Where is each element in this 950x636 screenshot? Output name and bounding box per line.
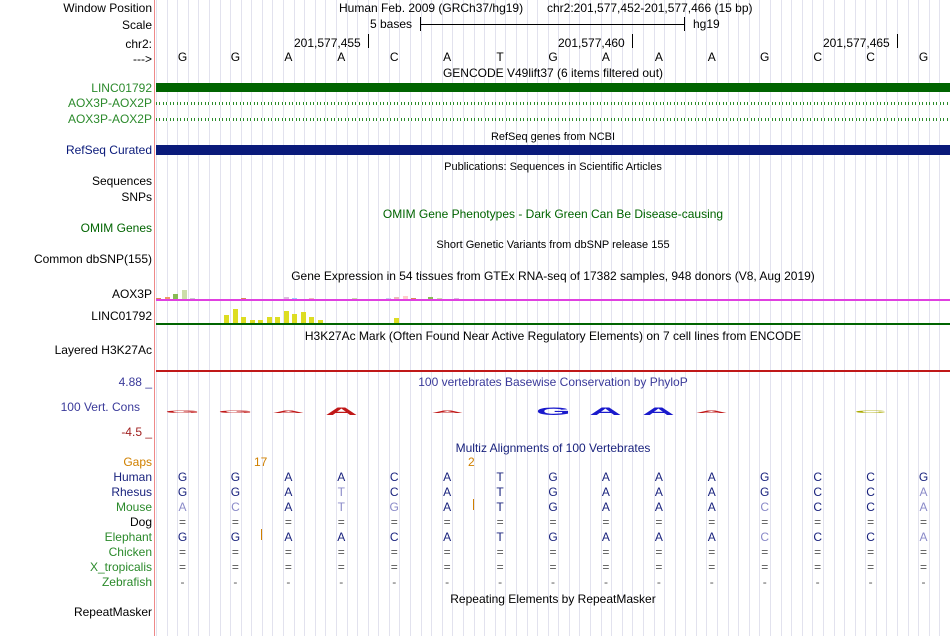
aligned-base: =: [761, 545, 769, 559]
aligned-base: =: [337, 560, 345, 574]
gtex-linc01792-gene-line: [156, 323, 950, 325]
aligned-base: =: [549, 545, 557, 559]
reference-base: A: [707, 50, 716, 64]
species-label-human[interactable]: Human: [113, 470, 152, 484]
aligned-base: =: [390, 560, 398, 574]
species-label-mouse[interactable]: Mouse: [115, 500, 152, 514]
aligned-base: =: [867, 560, 875, 574]
sequences-label[interactable]: Sequences: [91, 174, 152, 188]
phylop-base-a[interactable]: A: [325, 405, 358, 418]
aligned-base: C: [813, 470, 822, 484]
species-label-chicken[interactable]: Chicken: [108, 545, 152, 559]
aligned-base: =: [231, 515, 239, 529]
phylop-max-label: 4.88 _: [118, 375, 152, 389]
gtex-tissue-bar[interactable]: [233, 309, 238, 324]
aligned-base: =: [867, 515, 875, 529]
aligned-base: A: [443, 470, 452, 484]
aligned-base: A: [919, 500, 928, 514]
aligned-base: A: [601, 470, 610, 484]
gap-count: 17: [254, 455, 268, 469]
tick-mark: [632, 34, 633, 48]
species-label-rhesus[interactable]: Rhesus: [111, 485, 152, 499]
tick-label: 201,577,460: [558, 36, 625, 50]
aligned-base: =: [337, 545, 345, 559]
aligned-base: G: [918, 470, 929, 484]
tick-label: 201,577,465: [823, 36, 890, 50]
aligned-base: =: [284, 515, 292, 529]
phylop-base-g[interactable]: G: [535, 405, 571, 418]
aligned-base: =: [814, 515, 822, 529]
strand-arrow-label: --->: [133, 52, 152, 66]
scale-bar-right-end: [684, 17, 685, 31]
aligned-base: -: [286, 575, 291, 589]
reference-base: A: [443, 50, 452, 64]
aligned-base: =: [708, 515, 716, 529]
aligned-base: T: [496, 500, 504, 514]
aligned-base: =: [284, 545, 292, 559]
reference-base: G: [760, 50, 770, 64]
gtex-track-title[interactable]: Gene Expression in 54 tissues from GTEx RNA-seq of 17382 samples, 948 donors (V8, Aug 2019): [291, 269, 815, 283]
reference-base: C: [389, 50, 399, 64]
aligned-base: =: [390, 545, 398, 559]
aligned-base: =: [496, 560, 504, 574]
gene-line-aox3p-aox2p[interactable]: [156, 118, 950, 121]
aligned-base: =: [920, 560, 928, 574]
gene-label-aox3p-aox2p[interactable]: AOX3P-AOX2P: [67, 96, 152, 110]
aligned-base: =: [231, 560, 239, 574]
phylop-base-g[interactable]: G: [165, 409, 200, 414]
aligned-base: C: [389, 530, 399, 544]
aligned-base: =: [496, 515, 504, 529]
aligned-base: =: [761, 515, 769, 529]
aligned-base: =: [920, 515, 928, 529]
aligned-base: =: [867, 545, 875, 559]
aligned-base: A: [337, 530, 346, 544]
aligned-base: A: [601, 485, 610, 499]
gap-count: 2: [468, 455, 475, 469]
aligned-base: =: [602, 545, 610, 559]
aligned-base: T: [496, 530, 504, 544]
aligned-base: =: [178, 515, 186, 529]
aligned-base: A: [707, 485, 716, 499]
scale-bar-left-end: [420, 17, 421, 31]
aligned-base: A: [654, 530, 663, 544]
gene-line-aox3p-aox2p[interactable]: [156, 102, 950, 105]
gencode-track-title[interactable]: GENCODE V49lift37 (6 items filtered out): [442, 66, 664, 80]
aligned-base: =: [602, 560, 610, 574]
aligned-base: A: [284, 500, 293, 514]
scale-label: Scale: [121, 18, 152, 32]
aligned-base: -: [498, 575, 503, 589]
tick-mark: [897, 34, 898, 48]
phylop-track-title[interactable]: 100 vertebrates Basewise Conservation by PhyloP: [418, 375, 688, 389]
aligned-base: =: [920, 545, 928, 559]
aligned-base: =: [443, 545, 451, 559]
aligned-base: A: [284, 530, 293, 544]
aligned-base: -: [656, 575, 661, 589]
gtex-tissue-bar[interactable]: [284, 311, 289, 325]
aligned-base: A: [707, 470, 716, 484]
aligned-base: C: [813, 500, 822, 514]
aligned-base: C: [389, 470, 399, 484]
aligned-base: G: [548, 530, 558, 544]
gene-bar-linc01792[interactable]: [156, 83, 950, 92]
label-divider: [154, 0, 155, 636]
reference-base: A: [601, 50, 610, 64]
reference-base: A: [284, 50, 293, 64]
aligned-base: A: [284, 485, 293, 499]
h3k27ac-baseline: [156, 370, 950, 372]
aligned-base: G: [177, 470, 188, 484]
aligned-base: =: [178, 560, 186, 574]
gtex-aox3p-gene-line: [156, 299, 950, 301]
aligned-base: A: [337, 470, 346, 484]
omim-label[interactable]: OMIM Genes: [80, 221, 152, 235]
phylop-base-c[interactable]: C: [854, 409, 887, 414]
aligned-base: T: [337, 500, 345, 514]
phylop-base-a[interactable]: A: [642, 405, 675, 418]
aligned-base: A: [284, 470, 293, 484]
aligned-base: =: [708, 545, 716, 559]
aligned-base: A: [707, 500, 716, 514]
aligned-base: =: [814, 560, 822, 574]
tick-label: 201,577,455: [294, 36, 361, 50]
species-label-elephant[interactable]: Elephant: [104, 530, 152, 544]
reference-base: G: [918, 50, 929, 64]
h3k27ac-track-title[interactable]: H3K27Ac Mark (Often Found Near Active Regulatory Elements) on 7 cell lines from ENCODE: [304, 329, 802, 343]
reference-base: G: [177, 50, 188, 64]
reference-base: C: [866, 50, 875, 64]
aligned-base: A: [601, 500, 610, 514]
aligned-base: -: [180, 575, 185, 589]
dbsnp-label[interactable]: Common dbSNP(155): [33, 252, 152, 266]
aligned-base: G: [760, 485, 770, 499]
aligned-base: =: [549, 560, 557, 574]
aligned-base: A: [919, 485, 928, 499]
aligned-base: G: [230, 470, 241, 484]
aligned-base: A: [919, 530, 928, 544]
aligned-base: =: [443, 560, 451, 574]
phylop-label[interactable]: 100 Vert. Cons: [60, 400, 140, 414]
aligned-base: A: [654, 485, 663, 499]
phylop-base-a[interactable]: A: [589, 405, 623, 418]
reference-base: G: [230, 50, 241, 64]
gtex-row-label-aox3p[interactable]: AOX3P: [111, 287, 152, 301]
aligned-base: G: [230, 530, 241, 544]
reference-base: A: [654, 50, 663, 64]
aligned-base: -: [815, 575, 820, 589]
gene-label-linc01792[interactable]: LINC01792: [91, 81, 152, 95]
aligned-base: G: [177, 485, 188, 499]
gtex-linc01792-bars[interactable]: [156, 304, 950, 324]
reference-base: C: [813, 50, 822, 64]
aligned-base: C: [866, 485, 875, 499]
aligned-base: T: [496, 485, 504, 499]
aligned-base: A: [443, 530, 452, 544]
aligned-base: G: [760, 470, 770, 484]
reference-base: A: [337, 50, 346, 64]
aligned-base: -: [392, 575, 397, 589]
h3k27ac-label[interactable]: Layered H3K27Ac: [54, 343, 152, 357]
aligned-base: G: [389, 500, 399, 514]
aligned-base: -: [339, 575, 344, 589]
tick-mark: [368, 34, 369, 48]
aligned-base: A: [178, 500, 187, 514]
aligned-base: G: [548, 485, 558, 499]
aligned-base: -: [445, 575, 450, 589]
aligned-base: T: [337, 485, 345, 499]
phylop-base-a[interactable]: A: [695, 409, 728, 414]
aligned-base: A: [707, 530, 716, 544]
assembly-text: Human Feb. 2009 (GRCh37/hg19): [339, 1, 524, 15]
species-label-x_tropicalis[interactable]: X_tropicalis: [89, 560, 152, 574]
aligned-base: =: [284, 560, 292, 574]
aligned-base: C: [866, 500, 875, 514]
multiz-track-title[interactable]: Multiz Alignments of 100 Vertebrates: [455, 441, 651, 455]
phylop-base-a[interactable]: A: [272, 409, 305, 414]
refseq-label[interactable]: RefSeq Curated: [65, 143, 152, 157]
aligned-base: G: [230, 485, 241, 499]
aligned-base: A: [654, 500, 663, 514]
phylop-base-a[interactable]: A: [430, 409, 464, 414]
aligned-base: A: [443, 500, 452, 514]
chr-label: chr2:: [125, 37, 152, 51]
scale-bases-text: 5 bases: [370, 17, 413, 31]
phylop-min-label: -4.5 _: [121, 425, 152, 439]
repeatmasker-label[interactable]: RepeatMasker: [73, 605, 152, 619]
aligned-base: =: [443, 515, 451, 529]
aligned-base: -: [921, 575, 926, 589]
gene-label-aox3p-aox2p[interactable]: AOX3P-AOX2P: [67, 112, 152, 126]
aligned-base: C: [866, 470, 875, 484]
species-label-dog[interactable]: Dog: [129, 515, 152, 529]
aligned-base: =: [549, 515, 557, 529]
window-position-label: Window Position: [63, 1, 152, 15]
repeatmasker-track-title[interactable]: Repeating Elements by RepeatMasker: [450, 592, 656, 606]
refseq-gene-bar[interactable]: [156, 145, 950, 155]
dbsnp-track-title[interactable]: Short Genetic Variants from dbSNP release 155: [436, 239, 670, 251]
aligned-base: =: [231, 545, 239, 559]
scale-bar: [420, 24, 684, 25]
scale-db-text: hg19: [693, 17, 720, 31]
aligned-base: =: [761, 560, 769, 574]
reference-base: T: [496, 50, 504, 64]
aligned-base: C: [813, 485, 822, 499]
gtex-row-label-linc01792[interactable]: LINC01792: [91, 309, 152, 323]
aligned-base: =: [655, 515, 663, 529]
aligned-base: =: [655, 545, 663, 559]
aligned-base: C: [760, 500, 770, 514]
aligned-base: =: [178, 545, 186, 559]
aligned-base: G: [548, 470, 558, 484]
position-text[interactable]: chr2:201,577,452-201,577,466 (15 bp): [547, 1, 753, 15]
aligned-base: C: [866, 530, 875, 544]
phylop-logo[interactable]: [156, 400, 950, 425]
reference-base: G: [548, 50, 558, 64]
aligned-base: =: [390, 515, 398, 529]
aligned-base: T: [496, 470, 504, 484]
aligned-base: C: [389, 485, 399, 499]
aligned-base: =: [337, 515, 345, 529]
aligned-base: G: [548, 500, 558, 514]
aligned-base: C: [813, 530, 822, 544]
aligned-base: -: [603, 575, 608, 589]
aligned-base: =: [708, 560, 716, 574]
aligned-base: -: [709, 575, 714, 589]
aligned-base: C: [760, 530, 770, 544]
aligned-base: =: [814, 545, 822, 559]
aligned-base: A: [443, 485, 452, 499]
aligned-base: =: [655, 560, 663, 574]
aligned-base: -: [233, 575, 238, 589]
aligned-base: C: [231, 500, 240, 514]
refseq-track-title[interactable]: RefSeq genes from NCBI: [490, 131, 616, 143]
snps-label[interactable]: SNPs: [121, 190, 152, 204]
aligned-base: -: [551, 575, 555, 589]
aligned-base: A: [601, 530, 610, 544]
aligned-base: -: [868, 575, 873, 589]
species-label-zebrafish[interactable]: Zebrafish: [101, 575, 152, 589]
aligned-base: =: [496, 545, 504, 559]
aligned-base: -: [762, 575, 767, 589]
gaps-label: Gaps: [123, 455, 152, 469]
omim-track-title[interactable]: OMIM Gene Phenotypes - Dark Green Can Be Disease-causing: [382, 207, 724, 221]
phylop-base-g[interactable]: G: [217, 409, 253, 414]
publications-track-title[interactable]: Publications: Sequences in Scientific Articles: [444, 161, 662, 173]
aligned-base: =: [602, 515, 610, 529]
aligned-base: G: [177, 530, 188, 544]
aligned-base: A: [654, 470, 663, 484]
